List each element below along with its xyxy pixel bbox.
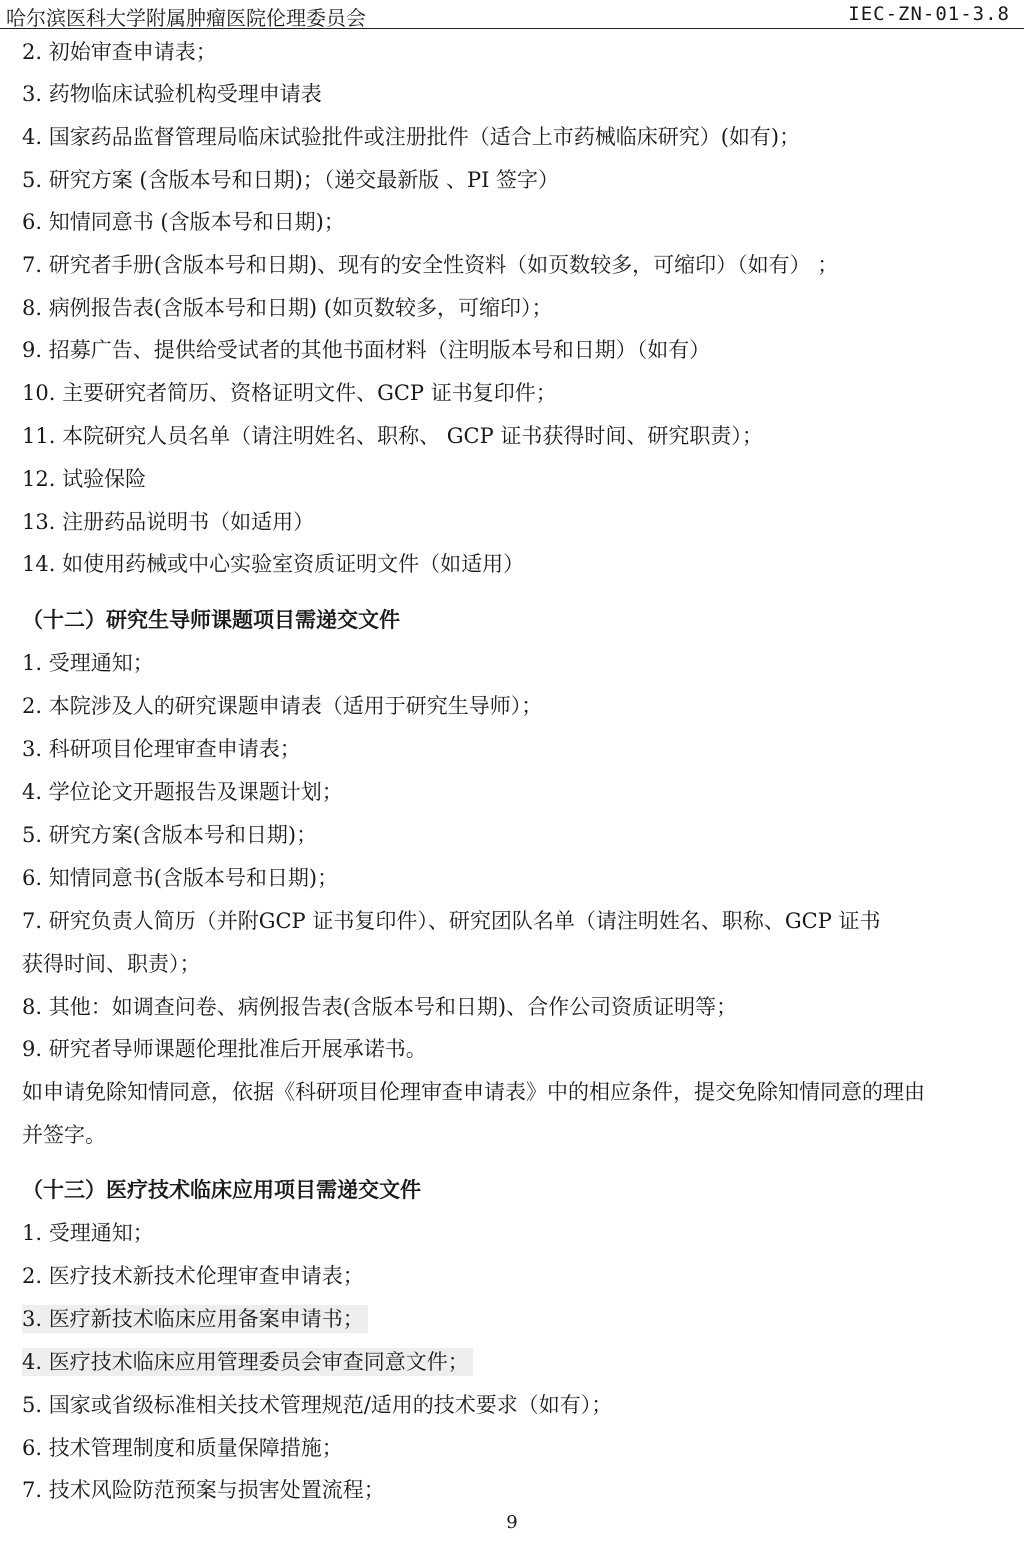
list-item: 7. 研究负责人简历（并附GCP 证书复印件）、研究团队名单（请注明姓名、职称、GCP 证书 xyxy=(22,909,881,933)
list-item: 8. 其他：如调查问卷、病例报告表(含版本号和日期)、合作公司资质证明等； xyxy=(22,995,738,1019)
list-item: 6. 知情同意书(含版本号和日期)； xyxy=(22,866,339,890)
list-item: 4. 学位论文开题报告及课题计划； xyxy=(22,780,343,804)
list-item: 7. 研究者手册(含版本号和日期)、现有的安全性资料（如页数较多，可缩印）（如有） ； xyxy=(22,253,839,277)
list-item: 6. 知情同意书 (含版本号和日期)； xyxy=(22,210,345,234)
paragraph-line: 并签字。 xyxy=(22,1123,106,1147)
list-item: 1. 受理通知； xyxy=(22,651,154,675)
list-item: 6. 技术管理制度和质量保障措施； xyxy=(22,1436,343,1460)
list-item: 5. 研究方案 (含版本号和日期)；（递交最新版 、PI 签字） xyxy=(22,168,560,192)
paragraph-line: 如申请免除知情同意，依据《科研项目伦理审查申请表》中的相应条件，提交免除知情同意的理由 xyxy=(22,1080,925,1104)
list-item: 14. 如使用药械或中心实验室资质证明文件（如适用） xyxy=(22,552,525,576)
list-item: 2. 医疗技术新技术伦理审查申请表； xyxy=(22,1264,364,1288)
list-item xyxy=(22,1305,368,1333)
page-number: 9 xyxy=(506,1512,518,1533)
highlighted-text: 3. 医疗新技术临床应用备案申请书； xyxy=(22,1305,368,1333)
list-item: 2. 本院涉及人的研究课题申请表（适用于研究生导师）； xyxy=(22,694,543,718)
list-item: 5. 国家或省级标准相关技术管理规范/适用的技术要求（如有）； xyxy=(22,1393,613,1417)
list-item: 2. 初始审查申请表； xyxy=(22,40,217,64)
list-item: 5. 研究方案(含版本号和日期)； xyxy=(22,823,318,847)
list-item: 8. 病例报告表(含版本号和日期) (如页数较多，可缩印）； xyxy=(22,296,553,320)
list-item: 12. 试验保险 xyxy=(22,467,147,491)
list-item: 13. 注册药品说明书（如适用） xyxy=(22,510,315,534)
list-item: 9. 招募广告、提供给受试者的其他书面材料（注明版本号和日期）（如有） xyxy=(22,338,711,362)
list-item: 9. 研究者导师课题伦理批准后开展承诺书。 xyxy=(22,1037,427,1061)
list-item: 7. 技术风险防范预案与损害处置流程； xyxy=(22,1478,385,1502)
list-item: 1. 受理通知； xyxy=(22,1221,154,1245)
header-institution: 哈尔滨医科大学附属肿瘤医院伦理委员会 xyxy=(6,6,366,30)
header-doc-code: IEC-ZN-01-3.8 xyxy=(848,3,1010,25)
section-heading-12: （十二）研究生导师课题项目需递交文件 xyxy=(22,607,400,632)
list-item: 3. 药物临床试验机构受理申请表 xyxy=(22,82,322,106)
highlighted-text: 4. 医疗技术临床应用管理委员会审查同意文件； xyxy=(22,1348,473,1376)
list-item xyxy=(22,1348,473,1376)
list-item: 10. 主要研究者简历、资格证明文件、GCP 证书复印件； xyxy=(22,381,557,405)
list-item: 4. 国家药品监督管理局临床试验批件或注册批件（适合上市药械临床研究）(如有)； xyxy=(22,125,801,149)
list-item-continuation: 获得时间、职责）； xyxy=(22,952,201,976)
section-heading-13: （十三）医疗技术临床应用项目需递交文件 xyxy=(22,1177,421,1202)
list-item: 11. 本院研究人员名单（请注明姓名、职称、 GCP 证书获得时间、研究职责）； xyxy=(22,424,763,448)
list-item: 3. 科研项目伦理审查申请表； xyxy=(22,737,301,761)
page-header xyxy=(0,0,1024,29)
